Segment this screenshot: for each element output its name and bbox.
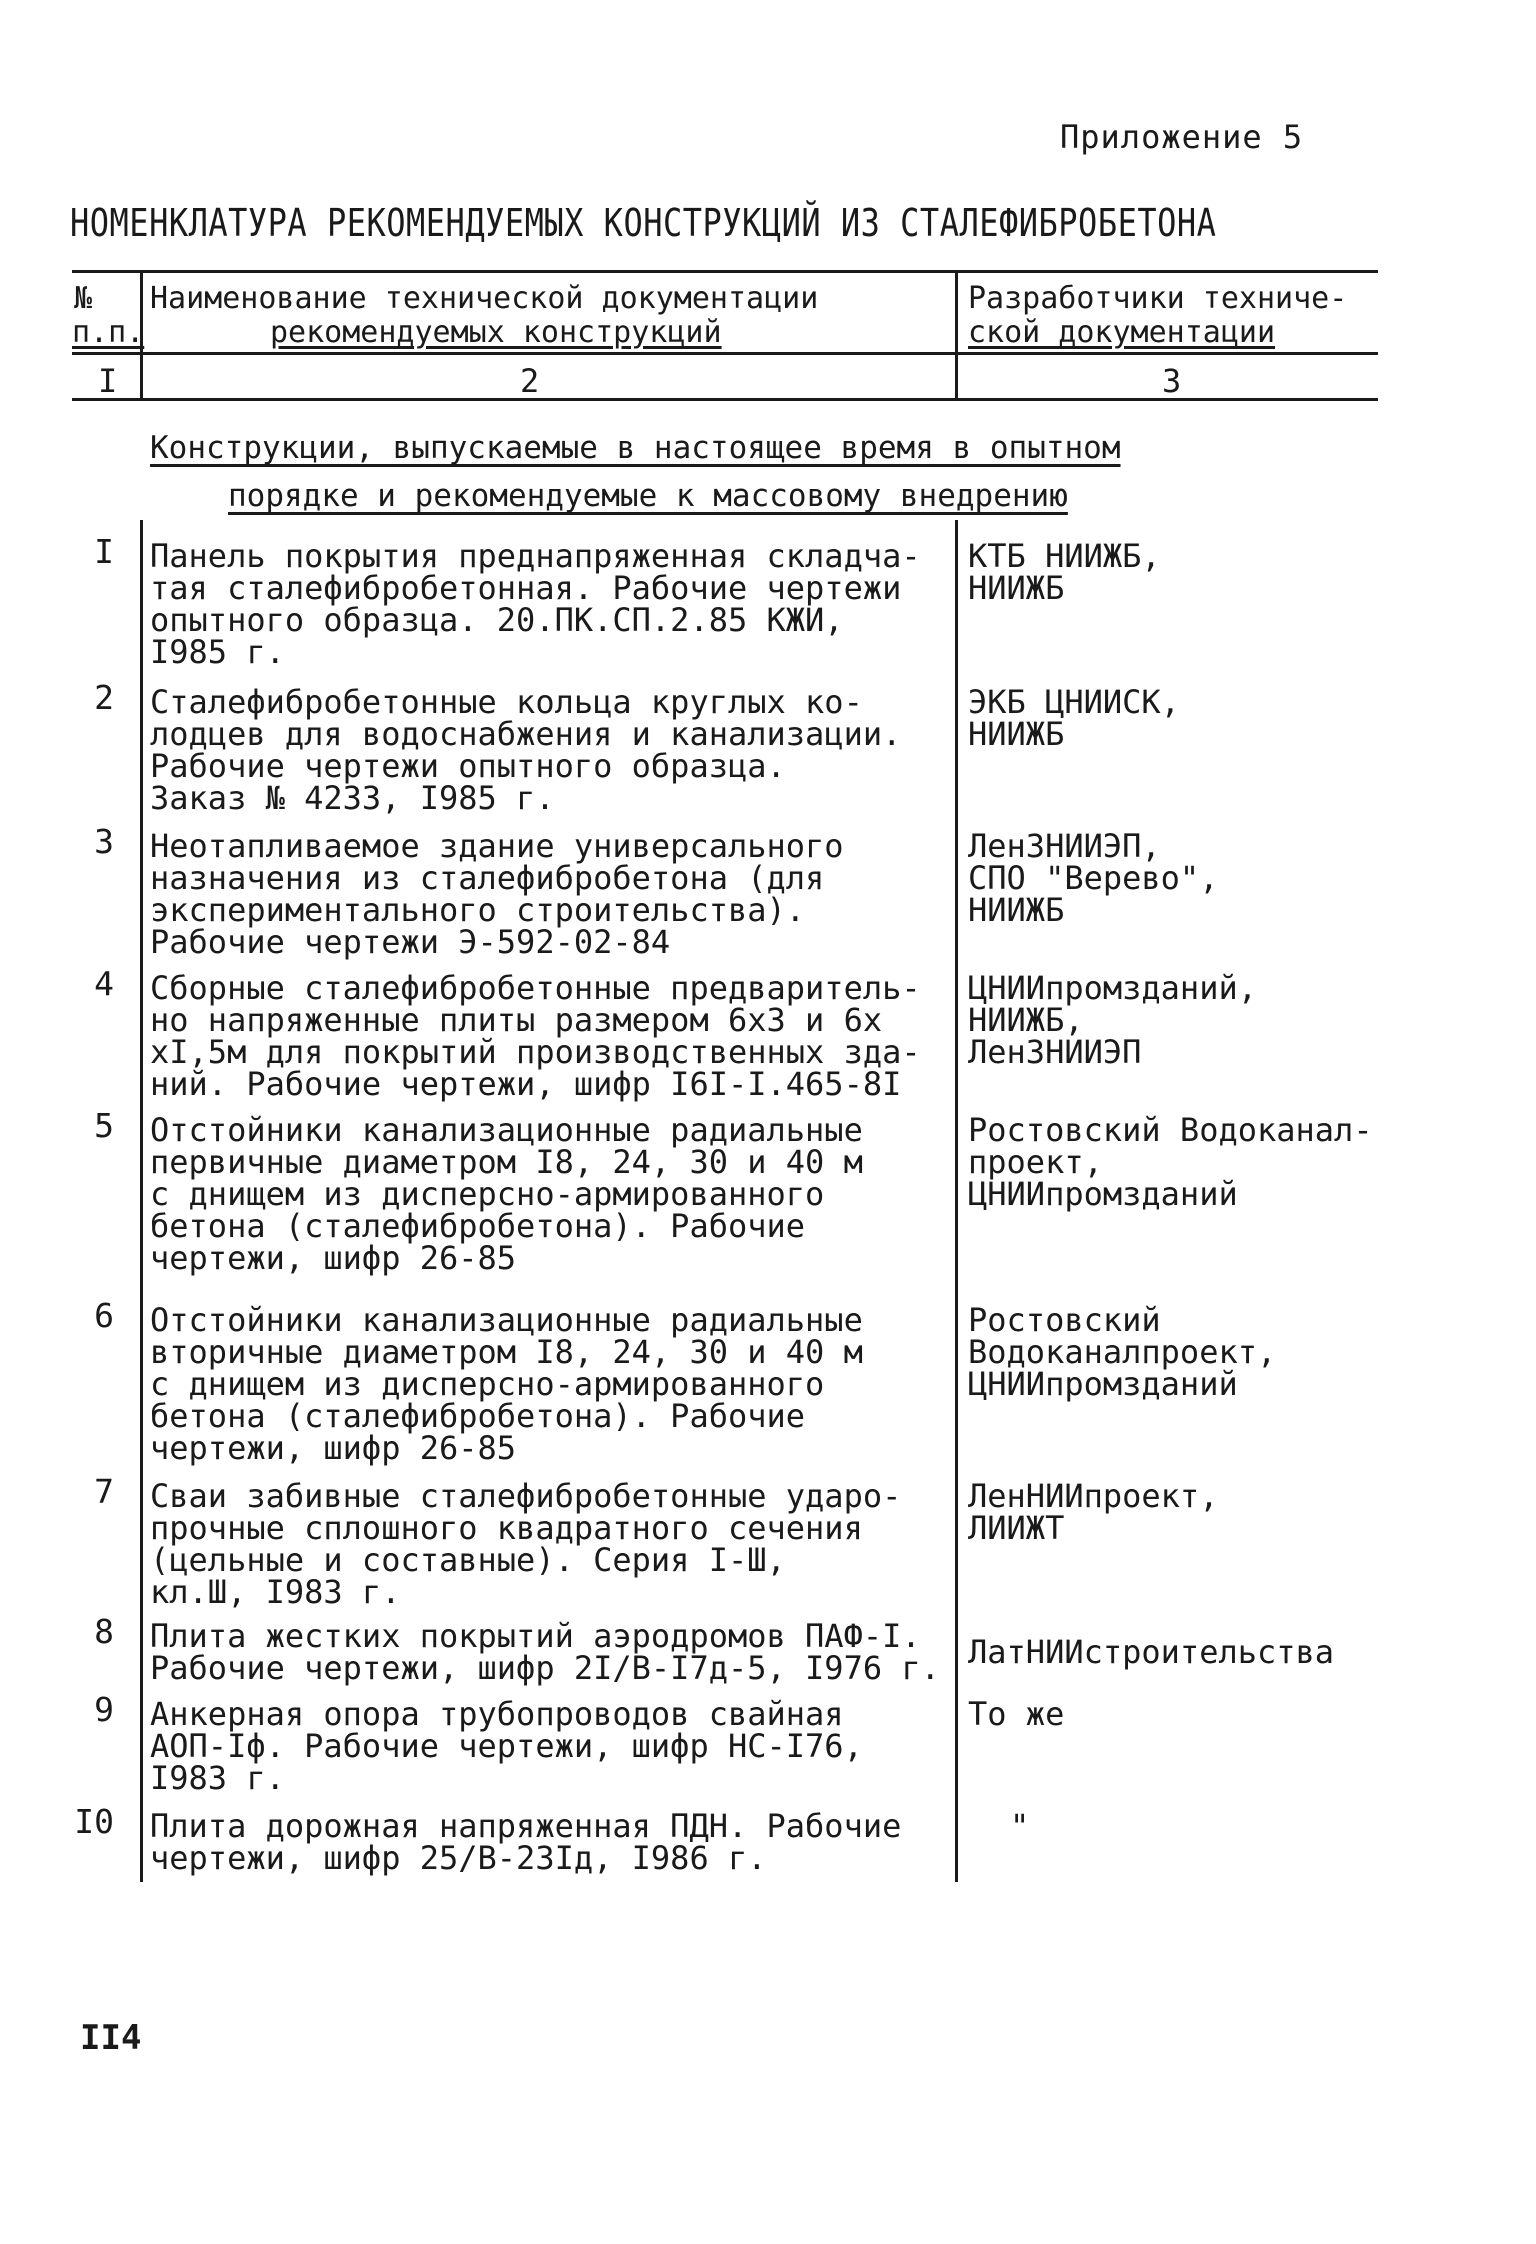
body-divider-1	[140, 520, 143, 1882]
row-number: 8	[94, 1612, 114, 1651]
row-number: 9	[94, 1690, 114, 1729]
row-document-name: Неотапливаемое здание универсального назначения из сталефибробетона (для экспериментального строительства). Рабочие чертежи Э-592-02-84	[150, 827, 844, 961]
row-document-name: Плита дорожная напряженная ПДН. Рабочие чертежи, шифр 25/В-23Iд, I986 г.	[150, 1807, 902, 1877]
row-number: 6	[94, 1296, 114, 1335]
row-developers: ЛатНИИстроительства	[968, 1633, 1335, 1671]
section-heading-line2: порядке и рекомендуемые к массовому внедрению	[228, 478, 1068, 514]
header-divider-2	[955, 272, 958, 400]
row-document-name: Сваи забивные сталефибробетонные ударо- прочные сплошного квадратного сечения (цельные и составные). Серия I-Ш, кл.Ш, I983 г.	[150, 1477, 902, 1611]
section-heading-line1: Конструкции, выпускаемые в настоящее время в опытном	[150, 430, 1121, 466]
header-developers-line1: Разработчики техниче-	[968, 281, 1348, 316]
row-number: 2	[94, 678, 114, 717]
row-document-name: Плита жестких покрытий аэродромов ПАФ-I. Рабочие чертежи, шифр 2I/В-I7д-5, I976 г.	[150, 1617, 940, 1687]
appendix-label: Приложение 5	[1060, 118, 1304, 156]
row-document-name: Анкерная опора трубопроводов свайная АОП-Iф. Рабочие чертежи, шифр НС-I76, I983 г.	[150, 1695, 863, 1797]
row-document-name: Панель покрытия преднапряженная складча- тая сталефибробетонная. Рабочие чертежи опытного образца. 20.ПК.СП.2.85 КЖИ, I985 г.	[150, 537, 921, 671]
row-developers: ЛенЗНИИЭП, СПО "Верево", НИИЖБ	[968, 827, 1219, 929]
row-developers: КТБ НИИЖБ, НИИЖБ	[968, 537, 1161, 607]
header-name-line1: Наименование технической документации	[150, 281, 819, 316]
column-numbers-bottom-rule	[72, 398, 1378, 401]
column-number-1: I	[98, 362, 118, 400]
header-number-symbol: №	[74, 281, 93, 316]
row-developers: "	[1010, 1807, 1030, 1845]
row-developers: Ростовский Водоканалпроект, ЦНИИпромзданий	[968, 1301, 1277, 1403]
document-title: НОМЕНКЛАТУРА РЕКОМЕНДУЕМЫХ КОНСТРУКЦИЙ ИЗ СТАЛЕФИБРОБЕТОНА	[70, 200, 1217, 246]
column-number-2: 2	[520, 362, 540, 400]
row-number: I	[94, 532, 114, 571]
row-document-name: Отстойники канализационные радиальные вторичные диаметром I8, 24, 30 и 40 м с днищем из дисперсно-армированного бетона (сталефибробетона). Рабочие чертежи, шифр 26-85	[150, 1301, 863, 1467]
row-number: I0	[74, 1802, 114, 1841]
row-developers: ЦНИИпромзданий, НИИЖБ, ЛенЗНИИЭП	[968, 969, 1257, 1071]
table-top-rule	[72, 270, 1378, 273]
header-name-line2: рекомендуемых конструкций	[270, 315, 722, 350]
row-developers: ЛенНИИпроект, ЛИИЖТ	[968, 1477, 1219, 1547]
row-document-name: Сборные сталефибробетонные предваритель- но напряженные плиты размером 6х3 и 6х хI,5м для покрытий производственных зда- ний. Рабочие чертежи, шифр I6I-I.465-8I	[150, 969, 921, 1103]
header-number-label: п.п.	[72, 315, 145, 350]
row-developers: ЭКБ ЦНИИСК, НИИЖБ	[968, 683, 1180, 753]
row-number: 5	[94, 1106, 114, 1145]
row-number: 7	[94, 1472, 114, 1511]
row-document-name: Отстойники канализационные радиальные первичные диаметром I8, 24, 30 и 40 м с днищем из дисперсно-армированного бетона (сталефибробетона). Рабочие чертежи, шифр 26-85	[150, 1111, 863, 1277]
row-document-name: Сталефибробетонные кольца круглых ко- лодцев для водоснабжения и канализации. Рабочие чертежи опытного образца. Заказ № 4233, I985 г.	[150, 683, 902, 817]
header-bottom-rule	[72, 352, 1378, 355]
page-number: II4	[80, 2018, 142, 2058]
row-developers: Ростовский Водоканал- проект, ЦНИИпромзданий	[968, 1111, 1373, 1213]
column-number-3: 3	[1162, 362, 1182, 400]
header-developers-line2: ской документации	[968, 315, 1276, 350]
row-developers: То же	[968, 1695, 1065, 1733]
row-number: 4	[94, 964, 114, 1003]
row-number: 3	[94, 822, 114, 861]
